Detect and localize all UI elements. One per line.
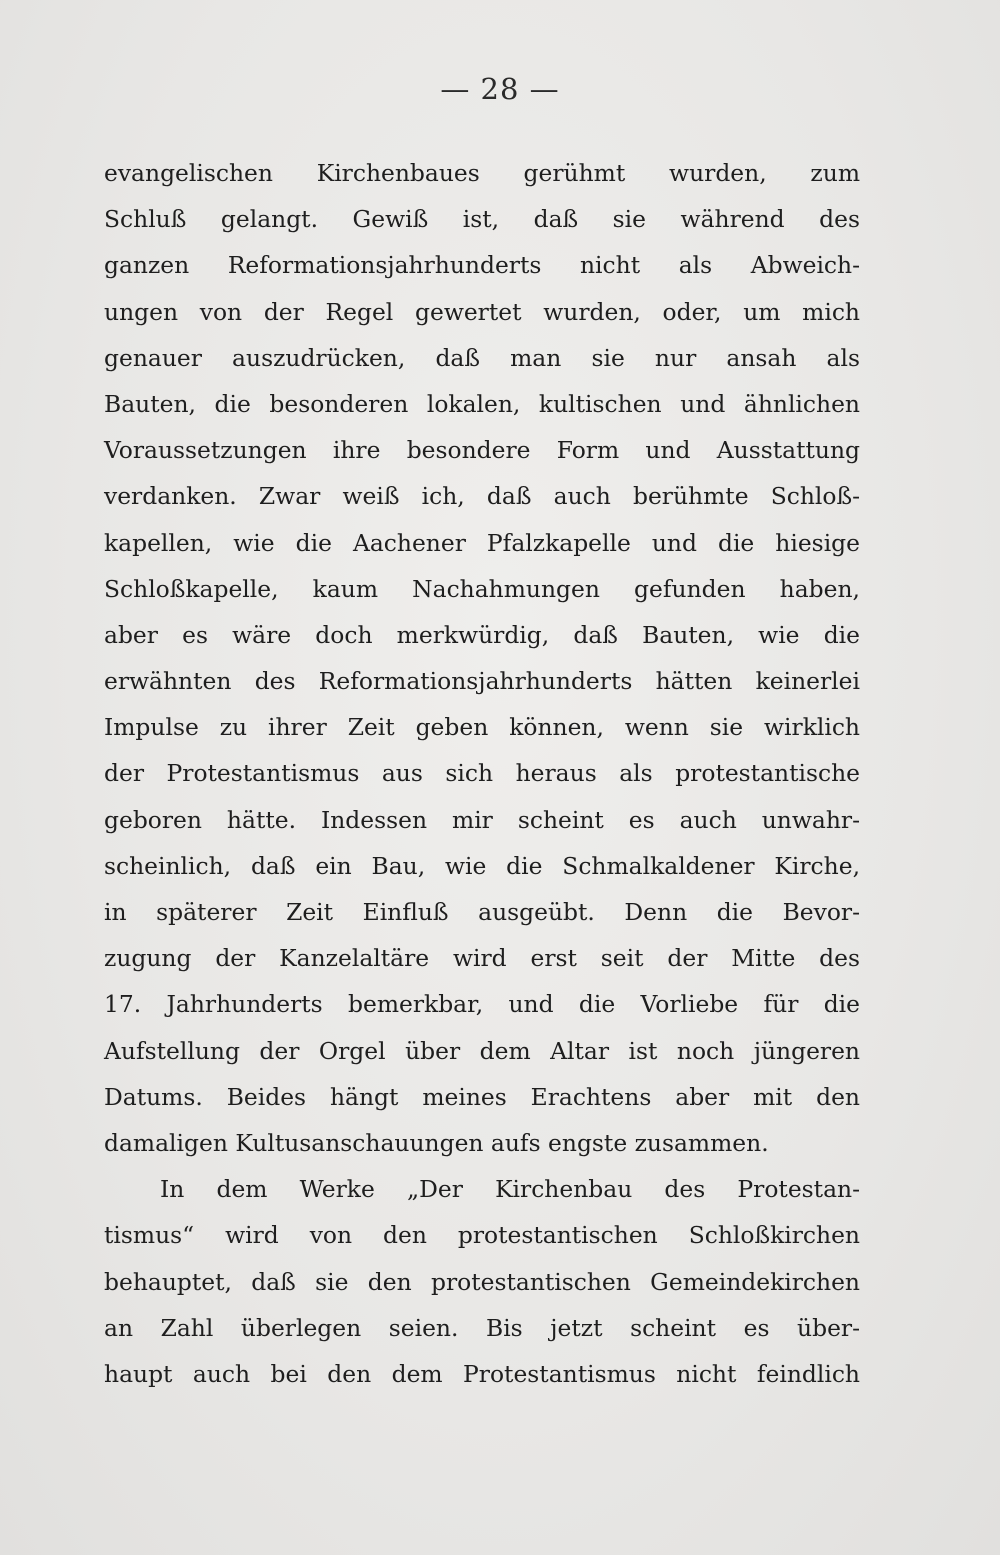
text-line: Datums. Beides hängt meines Erachtens aber mit den [104, 1082, 860, 1111]
text-line: scheinlich, daß ein Bau, wie die Schmalkaldener Kirche, [104, 851, 860, 880]
text-line: geboren hätte. Indessen mir scheint es auch unwahr- [104, 805, 860, 834]
body-text [104, 150, 860, 1397]
text-line: tismus“ wird von den protestantischen Schloßkirchen [104, 1221, 860, 1250]
text-line: 17. Jahrhunderts bemerkbar, und die Vorliebe für die [104, 990, 860, 1019]
text-line: an Zahl überlegen seien. Bis jetzt scheint es über- [104, 1313, 860, 1342]
text-line-paragraph-start: In dem Werke „Der Kirchenbau des Protestan- [160, 1175, 860, 1204]
text-line: verdanken. Zwar weiß ich, daß auch berühmte Schloß- [104, 482, 860, 511]
text-line: ganzen Reformationsjahrhunderts nicht als Abweich- [104, 251, 860, 280]
text-line: Schloßkapelle, kaum Nachahmungen gefunden haben, [104, 574, 860, 603]
text-line: kapellen, wie die Aachener Pfalzkapelle und die hiesige [104, 528, 860, 557]
text-line: der Protestantismus aus sich heraus als protestantische [104, 759, 860, 788]
text-line: aber es wäre doch merkwürdig, daß Bauten, wie die [104, 620, 860, 649]
text-line: ungen von der Regel gewertet wurden, oder, um mich [104, 297, 860, 326]
text-line: genauer auszudrücken, daß man sie nur ansah als [104, 343, 860, 372]
text-line: zugung der Kanzelaltäre wird erst seit der Mitte des [104, 944, 860, 973]
text-line: Aufstellung der Orgel über dem Altar ist noch jüngeren [104, 1036, 860, 1065]
text-line: Voraussetzungen ihre besondere Form und Ausstattung [104, 436, 860, 465]
text-line: in späterer Zeit Einfluß ausgeübt. Denn die Bevor- [104, 898, 860, 926]
text-line: evangelischen Kirchenbaues gerühmt wurden, zum [104, 159, 860, 187]
text-line: erwähnten des Reformationsjahrhunderts hätten keinerlei [104, 667, 860, 696]
text-line: Impulse zu ihrer Zeit geben können, wenn sie wirklich [104, 713, 860, 742]
text-line: Bauten, die besonderen lokalen, kultischen und ähnlichen [104, 389, 860, 418]
text-line: behauptet, daß sie den protestantischen Gemeindekirchen [104, 1267, 860, 1296]
text-line: Schluß gelangt. Gewiß ist, daß sie während des [104, 205, 860, 234]
page-number: — 28 — [440, 72, 560, 106]
text-line-paragraph-end: damaligen Kultusanschauungen aufs engste zusammen. [104, 1128, 769, 1157]
text-line: haupt auch bei den dem Protestantismus nicht feindlich [104, 1359, 860, 1388]
